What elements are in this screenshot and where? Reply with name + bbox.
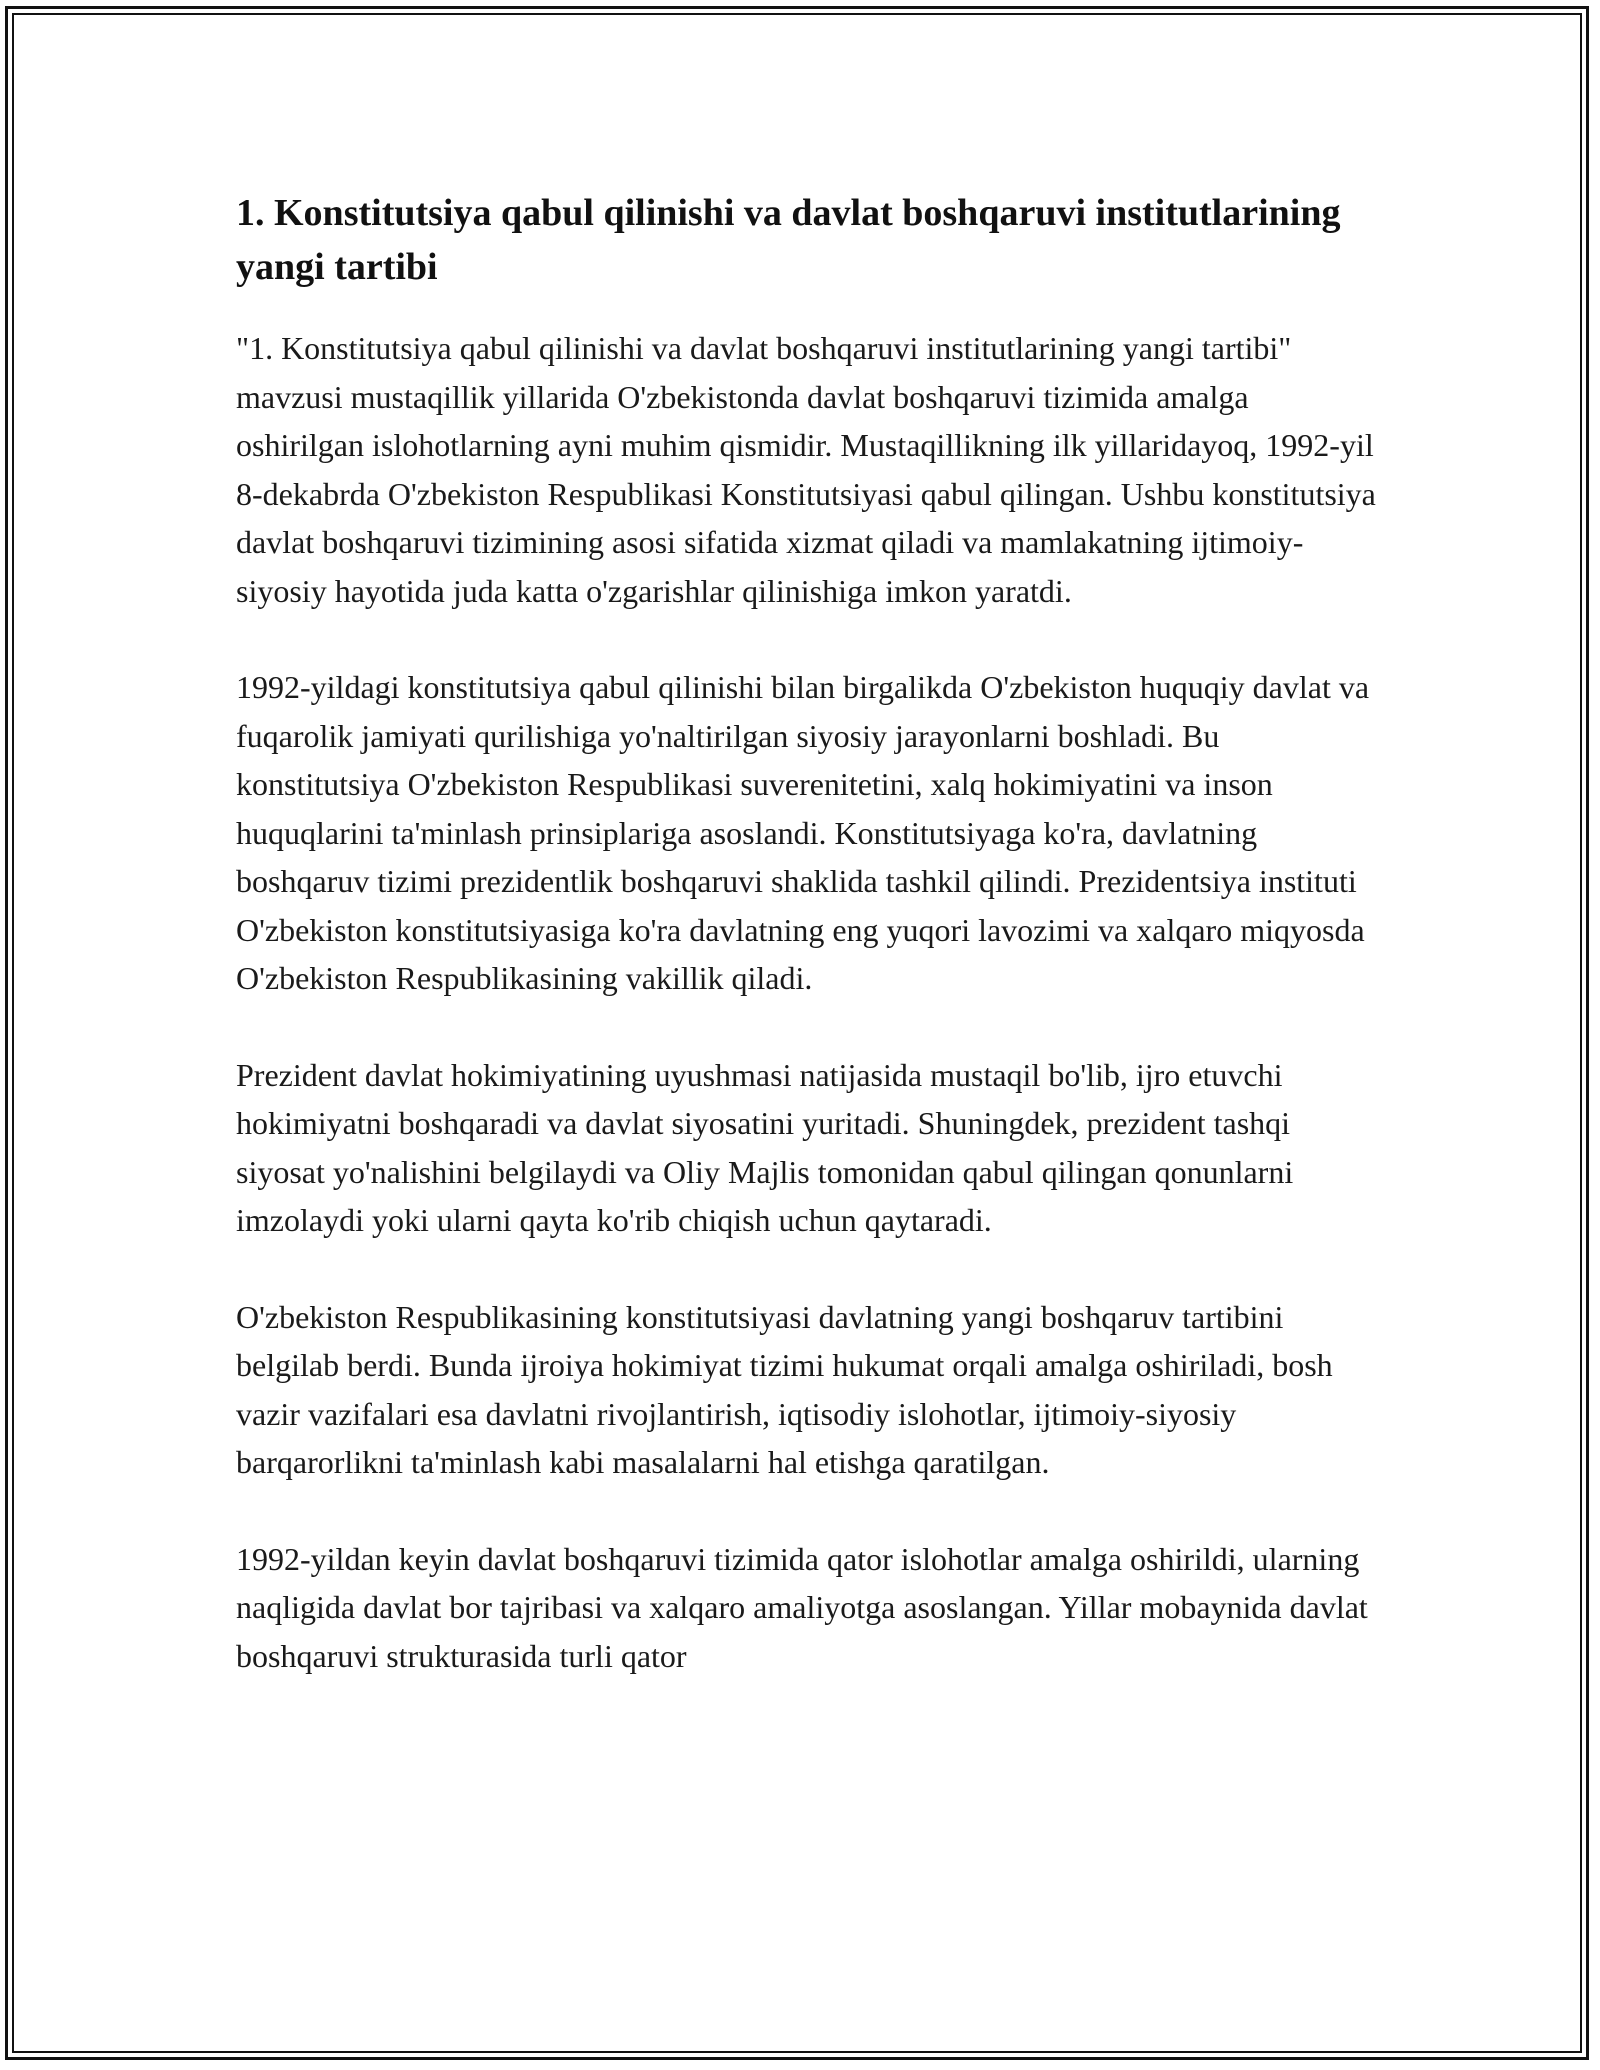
paragraph-1: "1. Konstitutsiya qabul qilinishi va davlat boshqaruvi institutlarining yangi tartibi" mavzusi mustaqillik yillarida O'zbekistonda davlat boshqaruvi tizimida amalga oshirilgan islohotlarning ayni muhim qismidir. Mustaqillikning ilk yillaridayoq, 1992-yil 8-dekabrda O'zbekiston Respublikasi Konstitutsiyasi qabul qilingan. Ushbu konstitutsiya davlat boshqaruvi tizimining asosi sifatida xizmat qiladi va mamlakatning ijtimoiy-siyosiy hayotida juda katta o'zgarishlar qilinishiga imkon yaratdi. <box>236 330 1376 609</box>
document-body <box>236 186 1376 1728</box>
paragraph-5: 1992-yildan keyin davlat boshqaruvi tizimida qator islohotlar amalga oshirildi, ularning naqligida davlat bor tajribasi va xalqaro amaliyotga asoslangan. Yillar mobaynida davlat boshqaruvi strukturasida turli qator <box>236 1540 1368 1674</box>
paragraph-4: O'zbekiston Respublikasining konstitutsiyasi davlatning yangi boshqaruv tartibini belgilab berdi. Bunda ijroiya hokimiyat tizimi hukumat orqali amalga oshiriladi, bosh vazir vazifalari esa davlatni rivojlantirish, iqtisodiy islohotlar, ijtimoiy-siyosiy barqarorlikni ta'minlash kabi masalalarni hal etishga qaratilgan. <box>236 1298 1333 1480</box>
section-heading: 1. Konstitutsiya qabul qilinishi va davlat boshqaruvi institutlarining yangi tartibi <box>236 192 1341 288</box>
paragraph-3: Prezident davlat hokimiyatining uyushmasi natijasida mustaqil bo'lib, ijro etuvchi hokimiyatni boshqaradi va davlat siyosatini yuritadi. Shuningdek, prezident tashqi siyosat yo'nalishini belgilaydi va Oliy Majlis tomonidan qabul qilingan qonunlarni imzolaydi yoki ularni qayta ko'rib chiqish uchun qaytaradi. <box>236 1056 1294 1238</box>
paragraph-2: 1992-yildagi konstitutsiya qabul qilinishi bilan birgalikda O'zbekiston huquqiy davlat va fuqarolik jamiyati qurilishiga yo'naltirilgan siyosiy jarayonlarni boshladi. Bu konstitutsiya O'zbekiston Respublikasi suverenitetini, xalq hokimiyatini va inson huquqlarini ta'minlash prinsiplariga asoslandi. Konstitutsiyaga ko'ra, davlatning boshqaruv tizimi prezidentlik boshqaruvi shaklida tashkil qilindi. Prezidentsiya instituti O'zbekiston konstitutsiyasiga ko'ra davlatning eng yuqori lavozimi va xalqaro miqyosda O'zbekiston Respublikasining vakillik qiladi. <box>236 669 1370 996</box>
